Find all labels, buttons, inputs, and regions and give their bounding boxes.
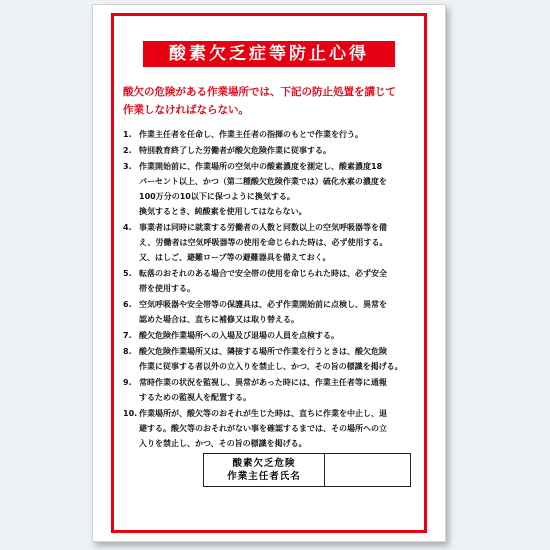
rule-line: 事業者は同時に就業する労働者の人数と同数以上の空気呼吸器等を備 [139,223,387,232]
supervisor-name-box [203,453,411,487]
rule-item [123,159,419,220]
intro-line: 作業しなければならない。 [123,104,249,116]
name-label-line: 作業主任者氏名 [227,471,301,482]
rule-line: 転落のおそれのある場合で安全帯の使用を命じられた時は、必ず安全 [139,269,387,279]
rule-line: 避する。酸欠等のおそれがない事を確認するまでは、その場所への立 [139,424,387,434]
intro-text [123,83,423,119]
rule-number: 4. [123,223,132,232]
rule-line: 酸欠危険作業場所への入場及び退場の人員を点検する。 [139,331,339,341]
rule-line: 作業開始前に、作業場所の空気中の酸素濃度を測定し、酸素濃度18 [139,161,383,171]
rule-item [123,375,419,405]
rule-number: 10. [123,409,138,418]
rule-line: 常時作業の状況を監視し、異常があった時には、作業主任者等に通報 [139,378,387,387]
rule-item [123,344,419,374]
rule-line: するための監視人を配置する。 [139,393,251,403]
rule-line: 作業主任者を任命し、作業主任者の指揮のもとで作業を行う。 [139,130,363,139]
rule-line: 特別教育終了した労働者が酸欠危険作業に従事する。 [139,145,331,155]
rule-number: 5. [123,269,132,279]
rule-item [123,266,419,296]
rule-number: 8. [123,347,132,356]
supervisor-name-field [325,454,410,486]
rule-number: 7. [123,331,132,341]
rule-line: 入りを禁止し、かつ、その旨の標識を掲げる。 [139,439,307,449]
rule-line: 帯を使用する。 [139,284,195,294]
intro-line: 酸欠の危険がある作業場所では、下記の防止処置を講じて [123,86,396,98]
rule-line: 作業場所が、酸欠等のおそれが生じた時は、直ちに作業を中止し、退 [139,409,387,418]
rule-line: 作業に従事する者以外の立入りを禁止し、かつ、その旨の標識を掲げる。 [139,362,403,372]
rule-line: 換気するとき、純酸素を使用してはならない。 [139,207,307,217]
rule-line: パーセント以上、かつ（第二種酸欠危険作業では）硫化水素の濃度を [139,176,387,186]
rule-number: 3. [123,161,132,171]
rule-number: 6. [123,300,132,310]
sign-title: 酸素欠乏症等防止心得 [143,41,395,67]
rule-item [123,220,419,266]
rule-item [123,127,419,142]
rule-line: 認めた場合は、直ちに補修又は取り替える。 [139,315,299,325]
rule-line: え、労働者は空気呼吸器等の使用を命じられた時は、必ず使用する。 [139,238,388,248]
rule-number: 9. [123,378,132,387]
rule-item [123,406,419,452]
rule-line: 酸欠危険作業場所又は、隣接する場所で作業を行うときは、酸欠危険 [139,347,387,356]
rule-number: 2. [123,145,132,155]
rule-line: 又、はしご、避難ロープ等の避難器具を備えておく。 [139,253,331,263]
supervisor-name-label [204,454,325,486]
safety-sign-board [92,4,446,542]
rule-item [123,143,419,158]
rule-line: 100万分の10以下に保つように換気する。 [139,192,295,201]
rules-list [123,127,419,452]
rule-line: 空気呼吸器や安全帯等の保護具は、必ず作業開始前に点検し、異常を [139,300,387,310]
rule-item [123,328,419,343]
rule-number: 1. [123,130,132,139]
name-label-line: 酸素欠乏危険 [232,458,296,469]
rule-item [123,297,419,327]
